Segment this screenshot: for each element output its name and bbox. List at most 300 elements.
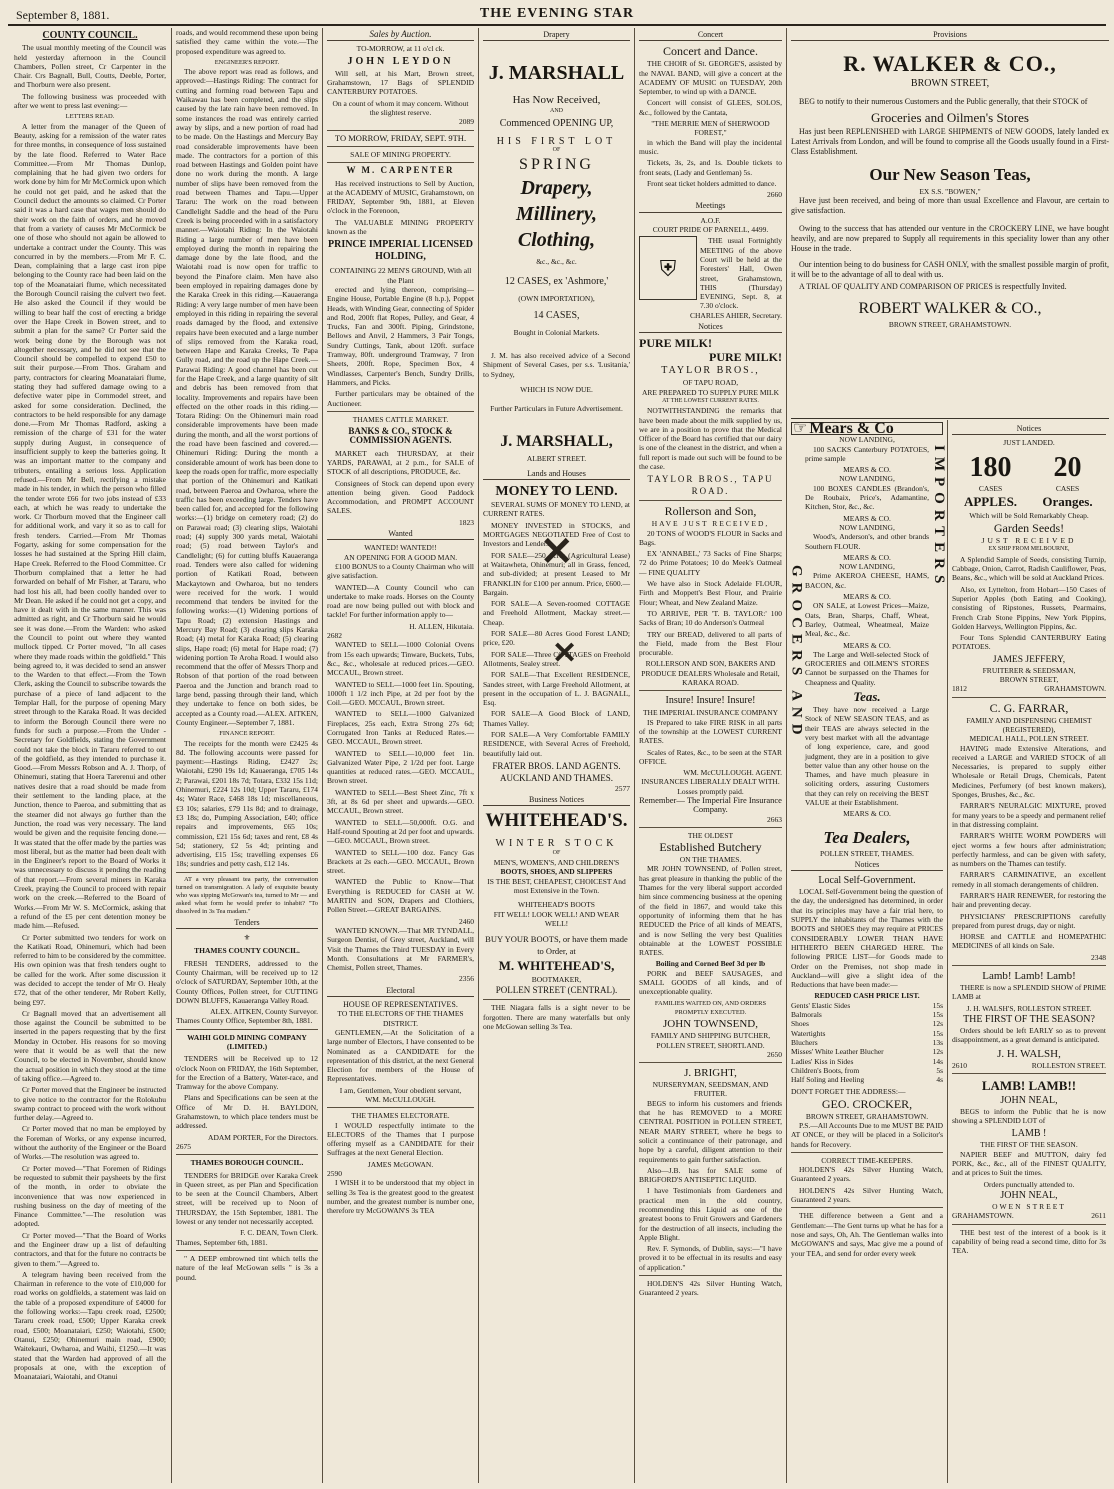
classified-ad: WANTED to SELL—100 doz. Fancy Gas Brackets at 2s each.—GEO. MCCAUL, Brown street.	[327, 847, 474, 876]
ad-line: 14 CASES,	[533, 309, 580, 321]
classified-ad: WANTED the Public to Know—That Everything is REDUCED for CASH at W. MARTIN and SON, Drapers and Clothiers, Pollen Street.—GREAT BARGAINS.	[327, 877, 474, 915]
classified-ad: FOR SALE—Three COTTAGES on Freehold Allotments, Sealey street.	[483, 649, 630, 668]
ad-line: &c., &c., &c.	[536, 257, 577, 267]
price-item: Bluchers	[791, 1037, 818, 1047]
ad-body: FRESH TENDERS, addressed to the County Chairman, will be received up to 12 o'clock of SATURDAY, September 10th, at the County Offices, Pollen street, for CUTTING DOWN BLUFFS, Kauaeranga Valley Road.	[176, 958, 318, 1005]
price-value: 15s	[932, 1028, 943, 1038]
ad-body: 20 TONS of WOOD'S FLOUR in Sacks and Bags.	[639, 528, 782, 547]
ad-heading: Oranges.	[1042, 493, 1093, 509]
classified-ad: HOLDEN'S 42s Silver Hunting Watch, Guaranteed 2 years.	[639, 1279, 782, 1298]
section-label: Notices	[639, 322, 782, 333]
advertiser-name: J. MARSHALL	[488, 62, 625, 85]
classified-ad: FOR SALE—A Very Comfortable FAMILY RESIDENCE, with Several Acres of Freehold, beautifully laid out.	[483, 729, 630, 758]
ad-date: Thames County Office, September 8th, 1881.	[176, 1016, 313, 1026]
ad-body: Four Tons Splendid CANTERBURY Eating POTATOES.	[952, 633, 1106, 652]
small-note: AT a very pleasant tea party, the conversation turned on transmigration. A lady of exquisite beauty who was sipping McGowan's tea, turned to Mr — and asked what form he would prefer to inhabit? "To dissolved in 3s Tea madam."	[176, 875, 318, 915]
ad-line: NOW LANDING,	[839, 562, 895, 572]
ad-body: Will sell, at his Mart, Brown street, Grahamstown, 17 Bags of SPLENDID CANTERBURY POTATOES.	[327, 68, 474, 97]
advertiser-name: JOHN TOWNSEND,	[663, 1018, 758, 1031]
ad-heading: REDUCED CASH PRICE LIST.	[814, 991, 920, 1001]
ad-body: HAVING made Extensive Alterations, and received a LARGE and VARIED STOCK of all Necessaries, is prepared to supply either Wholesale or Retail Drugs, Chemicals, Patent Medicines, Perfumery (of best known makers), Sponges, Brushes, &c., &c.	[952, 743, 1106, 800]
ad-body: MONEY INVESTED in STOCKS, and MORTGAGES NEGOTIATED Free of Cost to Investors and Lenders.	[483, 520, 630, 549]
price-item: Ladies' Kiss in Sides	[791, 1056, 854, 1066]
ad-heading: Garden Seeds!	[993, 521, 1065, 536]
ad-line: EX SHIP FROM MELBOURNE,	[988, 546, 1070, 553]
ad-heading: WAIHI GOLD MINING COMPANY (LIMITED.)	[187, 1032, 307, 1051]
ad-line: FIT WELL! LOOK WELL! AND WEAR WELL!	[493, 909, 620, 928]
ad-body: HORSE and CATTLE and HOMEPATHIC MEDICINES of all kinds on Sale.	[952, 932, 1106, 951]
ad-line: MEN'S, WOMEN'S, AND CHILDREN'S	[493, 858, 620, 868]
ad-signature: MEARS & CO.	[843, 809, 891, 819]
ad-line: NOW LANDING,	[839, 522, 895, 532]
price-row	[791, 1075, 943, 1084]
ad-body: TO ARRIVE, PER 'T. B. TAYLOR:' 100 Sacks of Bran; 10 do Anderson's Oatmeal	[639, 608, 782, 628]
price-row	[791, 1029, 943, 1038]
advertiser-name: GEO. CROCKER,	[821, 1096, 913, 1111]
ad-body: Consignees of Stock can depend upon every attention being given. Good Paddock Accommodation, and PROMPT ACCOUNT SALES.	[327, 478, 474, 516]
ad-body: Rev. F. Symonds, of Dublin, says:—"I have proved it to be effectual in its results and easy of application."	[639, 1244, 782, 1272]
ad-signature: JAMES McGOWAN.	[367, 1159, 434, 1169]
ad-heading: Teas.	[853, 689, 881, 705]
ad-number: 2611	[1091, 1211, 1106, 1221]
ad-signature: H. ALLEN, Hikutaia.	[409, 621, 474, 631]
ad-body: in which the Band will play the incidental music.	[639, 137, 782, 156]
crest-icon: ⚜	[243, 933, 251, 943]
ad-number: 2675	[176, 1141, 191, 1151]
column-county-council	[14, 28, 166, 1483]
section-label: Concert	[639, 30, 782, 41]
price-item: Watertights	[791, 1028, 826, 1038]
price-list	[791, 1001, 943, 1085]
meeting-notice	[639, 236, 782, 310]
column-drapery-business	[483, 28, 630, 1483]
ad-line: DON'T FORGET THE ADDRESS:—	[791, 1087, 906, 1097]
article-paragraph: A telegram having been received from the Chairman in reference to the vote of £10,000 for road works on goldfields, a statement was laid on the table of a proposed expenditure of £4000 for the following works:—Tapu creek road, £2500; Tararu creek road, £500; Upper Karaka creek road, £500; Moanataiari, £250; Waiotahi, £500; Otanui, £250; Ohinemuri main road, £900; Waitekauri, Owharoa, and Waihi, £1250.—It was stated that the Warden had approved of all the proposals at one, with the exception of Moanataiari, Waiotahi, and Otanui	[14, 1269, 166, 1382]
ad-body: NOTWITHSTANDING the remarks that have been made about the milk supplied by us, we are in a position to prove that the Medical Officer of the Board has certified that our dairy is one of the cleanest in the district, and when a full report is made out such will be found to be the case.	[639, 406, 782, 471]
section-label: Wanted	[327, 529, 474, 540]
price-item: Half Soling and Heeling	[791, 1075, 865, 1085]
ad-number: 2577	[615, 783, 630, 793]
price-value: 5s	[936, 1065, 943, 1075]
ad-body: GENTLEMEN,—At the Solicitation of a large number of Electors, I have consented to be Nominated as a CANDIDATE for the representation of this district, at the next General Election for members of the House of Representatives.	[327, 1027, 474, 1084]
ad-signature: ROLLERSON AND SON, BAKERS AND PRODUCE DEALERS Wholesale and Retail, KARAKA ROAD.	[641, 659, 780, 688]
ad-number: 2660	[767, 190, 782, 200]
vertical-title-left: GROCERS AND	[788, 565, 805, 741]
ad-body: FARRAR'S CARMINATIVE, an excellent remedy in all stomach derangements of children.	[952, 870, 1106, 889]
ad-heading: MONEY TO LEND.	[495, 484, 618, 500]
small-note: THE Niagara falls is a sight never to be forgotten. There are many waterfalls but only one McGowan selling 3s Tea.	[483, 1003, 630, 1032]
ad-line: (OWN IMPORTATION),	[518, 294, 595, 304]
ad-line: NOW LANDING,	[839, 474, 895, 484]
column-seeds-chemist	[952, 422, 1106, 1483]
ad-line: COURT PRIDE OF PARNELL, 4499.	[652, 225, 769, 235]
article-paragraph: The following business was proceeded with after we went to press last evening:—	[14, 91, 166, 111]
article-paragraph: Cr Porter moved—"That Foremen of Ridings be requested to submit their paysheets by the first of the month, in order to obviate the inconvenience that was now experienced in rushing business on the day of meeting of the Finance Committee."—The resolution was adopted.	[14, 1163, 166, 1229]
classified-ad: FOR SALE—80 Acres Good Forest LAND; price, £20.	[483, 629, 630, 648]
article-paragraph: Cr Porter moved that no man be employed by the Foreman of Works, or any expense incurred, without the authority of the Engineer or the Board of Works.—The resolution was agreed to.	[14, 1124, 166, 1162]
ad-line: Orders punctually attended to.	[983, 1179, 1075, 1189]
ad-signature: CHARLES AHIER, Secretary.	[690, 310, 782, 320]
ad-body: PORK and BEEF SAUSAGES, and SMALL GOODS of all kinds, and of unexceptionable quality.	[639, 968, 782, 997]
ad-line: HAVE JUST RECEIVED,	[651, 519, 770, 529]
ad-body: A TRIAL OF QUALITY AND COMPARISON OF PRICES is respectfully Invited.	[799, 281, 1067, 291]
ad-body: EX 'ANNABEL,' 73 Sacks of Fine Sharps; 72 do Prime Potatoes; 10 do Meek's Oatmeal — FINE QUALITY	[639, 549, 782, 577]
ad-line: BROWN STREET,	[910, 78, 990, 90]
subheading: FINANCE REPORT.	[219, 730, 275, 738]
article-paragraph: The usual monthly meeting of the Council was held yesterday afternoon in the Council Chambers, Pollen street, Cr Carpenter in the Chair. Crs Bagnall, Bull, Coutts, Deeble, Porter, and Thorburn were also present.	[14, 43, 166, 90]
ad-line: 12 CASES, ex 'Ashmore,'	[504, 276, 609, 288]
price-row	[791, 1010, 943, 1019]
ad-line: BROWN STREET,	[999, 675, 1059, 685]
ad-body: THERE is now a SPLENDID SHOW of PRIME LAMB at	[952, 983, 1106, 1002]
classified-ad: WANTED KNOWN.—That MR TYNDALL, Surgeon Dentist, of Grey street, Auckland, will Visit the Thames the Third TUESDAY in Every Month. Consultations at Mr FARMER's, Chemist, Pollen street, Thames.	[327, 925, 474, 973]
column-rule	[634, 28, 635, 1483]
ad-heading: BANKS & CO., STOCK & COMMISSION AGENTS.	[348, 426, 453, 446]
ad-body: THE CHOIR of St. GEORGE'S, assisted by the NAVAL BAND, will give a concert at the ACADEMY OF MUSIC on TUESDAY, 20th September, to wind up with a DANCE.	[639, 59, 782, 97]
ad-body: Scales of Rates, &c., to be seen at the STAR OFFICE.	[639, 747, 782, 766]
ad-line: SPRING	[519, 156, 594, 174]
article-paragraph: roads, and would recommend these upon being satisfied they came within the vote.—The proposed expenditure was agreed to.	[176, 28, 318, 56]
ad-line: THE IMPERIAL INSURANCE COMPANY	[642, 708, 779, 718]
ad-line: IS THE BEST, CHEAPEST, CHOICEST And most Extensive in the Town.	[487, 876, 626, 895]
ad-body: Our intention being to do business for CASH ONLY, with the smallest possible margin of profit, it will be to the advantage of all to deal with us.	[791, 259, 1109, 279]
ad-number: 2650	[767, 1049, 782, 1059]
ad-line: Further Particulars in Future Advertisement.	[490, 404, 623, 414]
advertiser-name: J. BRIGHT,	[684, 1067, 737, 1080]
subheading: ENGINEER'S REPORT.	[214, 58, 280, 66]
auctioneer-name: JOHN LEYDON	[347, 55, 454, 67]
ad-signature: F. C. DEAN, Town Clerk.	[240, 1228, 318, 1238]
mears-banner	[791, 422, 943, 435]
ad-body: Tickets, 3s, 2s, and 1s. Double tickets to front seats, (Lady and Gentleman) 5s.	[639, 158, 782, 177]
ad-body: A Splendid Sample of Seeds, consisting Turnip, Cabbage, Onion, Carrot, Radish Cauliflower, Peas, Beans, &c., which will be sold at Auckland Prices.	[952, 554, 1106, 583]
subheading: LETTERS READ.	[65, 113, 115, 121]
ad-line: TO-MORROW, at 11 o'cl ck.	[356, 44, 445, 54]
ad-body: Further particulars may be obtained of the Auctioneer.	[327, 389, 474, 408]
ad-body: FARRAR'S NEURALGIC MIXTURE, proved for many years to be a speedy and permanent relief in that distressing complaint.	[952, 801, 1106, 829]
classified-ad: WANTED to SELL—1000 Colonial Ovens from 15s each upwards; Tinware, Buckets, Tubs, &c., &c., wholesale at reduced prices.—GEO. MCCAUL, Brown street.	[327, 640, 474, 678]
section-divider	[791, 418, 1109, 419]
advertiser-name: ROBERT WALKER & CO.,	[858, 299, 1042, 317]
ad-line: AT THE LOWEST CURRENT RATES.	[662, 397, 759, 404]
classified-ad: FOR SALE—That Excellent RESIDENCE, Sandes street, with Large Freehold Allotment, at present in the occupation of L. J. BAGNALL, Esq.	[483, 670, 630, 708]
price-value: 15s	[932, 1000, 943, 1010]
ad-number: 2610	[952, 1060, 967, 1070]
handwritten-cross-mark: ✕	[552, 637, 578, 670]
price-row	[791, 1038, 943, 1047]
small-note: " A DEEP embrowned tint which tells the nature of the leaf McGowan sells " is 3s a pound.	[176, 1253, 318, 1282]
ad-line: WANTED! WANTED!!	[364, 543, 437, 553]
ad-body: MR JOHN TOWNSEND, of Pollen street, has great pleasure in thanking the public of the Thames for the very liberal support accorded him since commencing business at the opening of the field in 1867, and would take this opportunity of informing them that he has REDUCED the Price of all kinds of MEATS, and is now Selling the very best Qualities obtainable at the LOWEST POSSIBLE RATES.	[639, 864, 782, 958]
ad-line: JUST RECEIVED	[981, 536, 1077, 546]
price-item: Children's Boots, from	[791, 1065, 860, 1075]
ad-heading: Groceries and Oilmen's Stores	[871, 109, 1029, 125]
ad-heading: HOUSE OF REPRESENTATIVES.	[343, 1000, 458, 1010]
ad-signature: I am, Gentlemen, Your obedient servant,	[339, 1085, 462, 1095]
ad-body: Also—J.B. has for SALE some of BRIGFORD'S ANTISEPTIC LIQUID.	[639, 1165, 782, 1185]
ad-body: 100 SACKS Canterbury POTATOES, prime sample	[805, 444, 929, 463]
column-auctions-wanted	[327, 28, 474, 1483]
advertiser-name: JOHN NEAL,	[1000, 1094, 1058, 1106]
price-item: Shoes	[791, 1019, 809, 1029]
ad-body: P.S.—All Accounts Due to me MUST BE PAID AT ONCE, or they will be placed in a Solicitor's hands for Recovery.	[791, 1121, 943, 1149]
ad-heading: Lamb! Lamb! Lamb!	[982, 970, 1076, 983]
ad-line: A.O.F.	[700, 215, 721, 225]
ad-body: SEVERAL SUMS OF MONEY TO LEND, at CURRENT RATES.	[483, 500, 630, 519]
ad-signature: MEARS & CO.	[843, 465, 891, 475]
quantity: 20	[1053, 451, 1082, 483]
ad-body: TENDERS will be Received up to 12 o'clock Noon on FRIDAY, the 16th September, for the Erection of a Battery, Water-race, and Tramway for the above Company.	[176, 1054, 318, 1092]
price-row	[791, 1057, 943, 1066]
ad-line: WHICH IS NOW DUE.	[520, 384, 593, 394]
section-label: Provisions	[791, 30, 1109, 41]
ad-body: J. M. has also received advice of a Second Shipment of Several Cases, per s.s. 'Lusitania,' to Sydney,	[483, 351, 630, 379]
advertiser-name: J. MARSHALL,	[500, 432, 613, 450]
ad-line: OF	[552, 146, 561, 153]
section-label: Lands and Houses	[483, 469, 630, 480]
advertiser-name: JOHN NEAL,	[1000, 1189, 1058, 1201]
walker-advertisement	[791, 28, 1109, 418]
ad-number: 2663	[767, 814, 782, 824]
ad-heading: THAMES COUNTY COUNCIL.	[194, 946, 300, 956]
ad-heading: Insure! Insure! Insure!	[665, 695, 756, 707]
ad-line: FAMILIES WAITED ON, AND ORDERS PROMPTLY EXECUTED.	[654, 999, 767, 1016]
ad-heading: Concert and Dance.	[663, 44, 758, 59]
ad-body: They have now received a Large Stock of NEW SEASON TEAS, and as their TEAS are always selected in the very best market with all the advantage of long experience, care, and good judgment, they are in a position to give better value than any other house on the Thames, and have much pleasure in soliciting orders, assuring Customers that they can rely on receiving the BEST VALUE at their Establishment.	[805, 705, 929, 807]
ad-heading: THE FIRST OF THE SEASON?	[963, 1013, 1095, 1025]
ad-number: 1812	[952, 684, 967, 694]
ad-body: WANTED—A County Council who can undertake to make roads. Horses on the County road are now being pulled out with block and tackle! For further information apply to—	[327, 582, 474, 620]
column-reports-tenders	[176, 28, 318, 1483]
ad-line: ALBERT STREET.	[526, 453, 587, 463]
ad-heading: Rollerson and Son,	[664, 504, 757, 519]
ad-signature: MEARS & CO.	[843, 552, 891, 562]
article-paragraph: Cr Porter moved that the Engineer be instructed to give notice to the contractor for the Rolokuhu swamp contract to proceed with the work without further delay.—Agreed to.	[14, 1085, 166, 1123]
ad-line: JUST LANDED.	[1003, 438, 1055, 448]
price-row	[791, 1066, 943, 1075]
ad-body: The Large and Well-selected Stock of GROCERIES and OILMEN'S STORES Cannot be surpassed on the Thames for Cheapness and Quality.	[805, 649, 929, 687]
ad-line: EX S.S. "BOWEN,"	[919, 186, 981, 196]
ad-heading: THAMES BOROUGH COUNCIL.	[190, 1158, 304, 1168]
ad-body: BEGS to inform the Public that he is now showing a SPLENDID LOT of	[952, 1106, 1106, 1126]
foresters-emblem-icon: ⛨	[639, 236, 697, 300]
ad-line: ON THE THAMES.	[679, 855, 742, 865]
column-rule	[478, 28, 479, 1483]
ad-heading: PURE MILK!	[709, 350, 782, 365]
article-paragraph: A letter from the manager of the Queen of Beauty, asking for a remission of the water rates for three months, in consequence of loss sustained by the late flood. Referred to Water Race Committee.—From Mr Thomas Dunlop, complaining that he had given two orders for work done by him for Mr McCormick upon which he could not get paid, and he asked that the Council deduct the amounts so claimed. Cr Porter said it was a hard case that wages men should do their work on the faith of orders, and he moved that from a variety of causes Mr McCormick be one of those who should not again be allowed to undertake a contract under the County. This was concurred in by the members.—From Mr F. C. Dean, complaining that a large cast iron pipe belonging to the County race had been laid on the top of the Moanataiari flume, which necessitated the Borough Council raising the culvert two feet. He also asked the Council if they would be willing to bear half the cost of erecting a bridge over the Hape Creek in Bowen street, and to submit a plan for the same? Cr Porter said the work being done by the Borough was not altogether necessary, and he did not see that the Council should be compelled to expend £50 to suit their purpose.—From Thos. Graham and party, contractors for clearing Moanataiari flume, stating they had suffered damage owing to a defective water pipe in Cornmodel street, and asked for some consideration. Declined, the contractors to be held responsible for any damage done.—From Mr Thomas Radford, asking a remission of the charge of £31 for the water supply during August, in consequence of insufficient supply to keep the batteries going. It was an important matter to the company and tributers, entailing a serious loss. Application refused.—From Mr Bell, rectifying a mistake made in his tender, in which the person who filled the tender wrote £66 for two jobs instead of £33 each, at which he was ready to undertake the work. Cr Thorburn moved that the Engineer call for additional work, and vary it so as to call for fresh tenders. Carried.—From Mr Thomas Fogarty, asking for some compensation for the losses he had sustained at the Spring Hill claim, Hape Creek. Referred to the Flood Committee. Cr Thorburn complained that a letter he had forwarded on behalf of Mr Fisher, at Tararu, who had lost his all, had been coolly handed over to Mr Dean. He asked if he could not get a copy, and have it dealt with in the same manner. This was admitted as right, and Cr Thorburn said he would see it was done.—From the Warden: who asked the Council to point out where they wanted mullock tipped. Cr Porter moved, "In all cases where they made roads within the goldfield." This being agreed to, it was decided to send an answer to the Warden to that effect.—From the Town Clerk, asking the Council to subscribe towards the purchase of a piece of land adjacent to the Templar Hall, for the purpose of opening Mary street through to the Karaka Road. It was decided to inform the Borough Council there were no funds for such a purpose.—From the Under - Secretary for Goldfields, stating the Government could not take the block in Tararu referred to out of the goldfield, as they intended to purchase it. Good.—From Messrs Robson and A. J. Thorp, of Ohinemuri, stating that Hoera Tarerenui and other natives desire that a road should be made from their settlement to the landing place, at the Junction, thence to Paeroa, and submitting that as the steamer did not always go further than the Junction, the road was very necessary. The land would be given and the requisite fencing done.—It was stated that the offer made by the parties was most liberal, but as the matter had been dealt with in the Engineer's report to the Board of Works it was unnecessary to discuss it pending the reading of that report.—From several miners in Karaka Creek, praying the Council to proceed with repair work on the creek.—Referred to the Board of Works.—From Mr W. S. McCormick, asking that a refund of the £5 per cent detention money be made him.—Refused.	[14, 121, 166, 931]
price-row	[791, 1001, 943, 1010]
ad-body: erected and lying thereon, comprising— Engine House, Portable Engine (8 h.p.), Poppet Heads, with Winding Gear, connecting of Spider and Rod, 200ft flat Ropes, Pulley, and Gear, 4 Trucks, Fan and 300ft. Piping, Grindstone, Bellows and Anvil, 2 Hammers, 3 Pair Tongs, Sundry Cuttings, Tank, about 120ft. surface Tramway, 80ft. underground Tramway, 7 Iron Sheets, 200ft. Rope, Specimen Box, 4 Windlasses, Carpenter's Bench, Sundry Drills, Hammers, and Picks.	[327, 284, 474, 387]
ad-number: 2460	[459, 916, 474, 926]
ad-line: THE OLDEST	[687, 830, 734, 840]
ad-body: BEGS to inform his customers and friends that he has REMOVED to a MORE CENTRAL POSITION in POLLEN STREET, NEAR MARY STREET, where he begs to solicit a continuance of their patronage, and hope by a careful, diligent attention to their requirements to gain further satisfaction.	[639, 1098, 782, 1164]
handwritten-cross-mark: ✕	[540, 529, 574, 574]
ad-line: HIS FIRST LOT	[496, 135, 617, 147]
masthead	[8, 6, 1106, 26]
ad-body: 100 BOXES CANDLES (Brandon's, De Roubaix, Price's, Adamantine, Kitchen, Stor, &c., &c.	[805, 483, 929, 512]
section-label: Drapery	[483, 30, 630, 41]
ad-line: TO THE ELECTORS OF THE THAMES DISTRICT.	[337, 1009, 464, 1028]
price-item: Misses' White Leather Blucher	[791, 1047, 884, 1057]
small-note: I WISH it to be understood that my object in selling 3s Tea is the greatest good to the greatest number, and the greatest number is number one, therefore try McGOWAN'S 3s TEA	[327, 1178, 474, 1216]
ad-body: Orders should be left EARLY so as to prevent disappointment, as a great demand is anticipated.	[952, 1025, 1106, 1045]
ad-line: Bought in Colonial Markets.	[513, 327, 600, 337]
ad-line: MEDICAL HALL, POLLEN STREET.	[969, 734, 1089, 744]
section-label: Meetings	[639, 201, 782, 212]
section-label: Electoral	[327, 986, 474, 997]
ad-line: FRUITERER & SEEDSMAN,	[982, 665, 1076, 675]
quantity: 180	[969, 451, 1012, 483]
advertiser-name: TAYLOR BROS.,	[661, 365, 760, 377]
classified-ad: WANTED to SELL—50,000ft. O.G. and Half-round Spouting at 2d per foot and upwards.—GEO. MCCAUL, Brown street.	[327, 817, 474, 846]
ad-heading: PURE MILK!	[639, 336, 712, 351]
ad-signature: MEARS & CO.	[843, 513, 891, 523]
ad-line: POLLEN STREET, THAMES.	[820, 848, 914, 858]
ad-heading: Established Butchery	[659, 840, 762, 855]
ad-date: Thames, September 6th, 1881.	[176, 1237, 268, 1247]
column-concert-notices	[639, 28, 782, 1483]
column-rule	[786, 28, 787, 1483]
ad-number: 2590	[327, 1169, 342, 1179]
ad-line: J. H. WALSH'S, ROLLESTON STREET.	[966, 1003, 1092, 1013]
ad-line: Commenced OPENING UP,	[499, 117, 614, 129]
issue-date: September 8, 1881.	[16, 8, 110, 22]
ad-line: BROWN STREET, GRAHAMSTOWN.	[805, 1111, 929, 1121]
ad-number: 2356	[459, 974, 474, 984]
ad-line: BOOTMAKER,	[531, 975, 582, 985]
ad-line: ARE PREPARED TO SUPPLY PURE MILK	[642, 387, 779, 397]
ad-number: 2348	[1091, 952, 1106, 962]
article-paragraph: Cr Porter submitted two tenders for work on the Katikati Road, Ohinemuri, which had been referred to him to be considered by the committee. His own opinion was that fresh tenders ought to be called for the work. After some discussion it was decided to accept the tender of Mr O. Healy £72, that of the other tenderer, Mr Robert Kelly, being £97.	[14, 932, 166, 1007]
classified-ad: WANTED to SELL—10,000 feet 1in. Galvanized Water Pipe, 2 1/2d per foot. Large quantities at reduced rates.—GEO. MCCAUL, Brown street.	[327, 748, 474, 786]
ad-body: Owing to the success that has attended our venture in the CROCKERY LINE, we have bought heavily, and are now prepared to Supply all requirements in this speciality lower than any other House in the trade.	[791, 223, 1109, 253]
ad-body: PHYSICIANS' PRESCRIPTIONS carefully prepared from purest drugs, day or night.	[952, 911, 1106, 930]
ad-line: Which will be Sold Remarkably Cheap.	[969, 510, 1089, 520]
ad-line: Clothing,	[517, 229, 596, 252]
article-paragraph: Cr Bagnall moved that an advertisement all those against the Council be submitted to be inserted in the papers requesting that by the first Monday in October. His reasons for so moving were that it would be as well that the new Council, to be elected in November, should know the actual position in which they stood at the time of taking office.—Agreed to.	[14, 1008, 166, 1083]
ad-heading: LAMB! LAMB!!	[981, 1077, 1077, 1093]
ad-line: OF	[552, 849, 561, 856]
price-value: 15s	[932, 1010, 943, 1020]
classified-ad: WANTED to SELL—Best Sheet Zinc, 7ft x 3ft, at 8s 6d per sheet and upwards.—GEO. MCCAUL, Brown street.	[327, 787, 474, 816]
price-value: 12s	[932, 1047, 943, 1057]
ad-body: Prime AKEROA CHEESE, HAMS, BACON, &c.	[805, 571, 929, 590]
mears-stack	[788, 435, 947, 819]
ad-line: INSURANCES LIBERALLY DEALT WITH. Losses promptly paid.	[641, 777, 780, 796]
article-paragraph: Cr Porter moved—"That the Board of Works and the Engineer draw up a list of defaulting contractors, and that for the future no contracts be given to them."—Agreed to.	[14, 1230, 166, 1268]
ad-number: 2089	[459, 117, 474, 127]
ad-signature: ADAM PORTER, For the Directors.	[208, 1132, 318, 1142]
advertiser-name: J. H. WALSH,	[997, 1047, 1061, 1060]
price-row	[791, 1019, 943, 1028]
advertiser-name: M. WHITEHEAD'S,	[498, 958, 615, 974]
ad-line: BUY YOUR BOOTS, or have them made to Order, at	[485, 934, 628, 957]
advertiser-name: R. WALKER & CO.,	[843, 51, 1057, 77]
ad-line: OF TAPU ROAD,	[682, 378, 739, 388]
advertiser-name: WHITEHEAD'S.	[485, 810, 628, 832]
ad-line: Has Now Received,	[512, 94, 601, 107]
ad-signature: MEARS & CO.	[843, 640, 891, 650]
ad-body: TRY our BREAD, delivered to all parts of the Field, made from the Best Flour procurable.	[639, 629, 782, 658]
ad-signature: WM. McCULLOUGH. AGENT.	[683, 768, 782, 778]
ad-body: Concert will consist of GLEES, SOLOS, &c., followed by the Cantata,	[639, 98, 782, 117]
ad-body: Wood's, Anderson's, and other brands Southern FLOUR.	[805, 532, 929, 551]
section-label: Notices	[952, 424, 1106, 435]
ad-heading: Our New Season Teas,	[869, 164, 1031, 184]
ad-line: OWEN STREET	[992, 1201, 1066, 1211]
ad-heading: THE THAMES ELECTORATE.	[351, 1111, 450, 1121]
advertiser-name: JAMES JEFFERY,	[992, 654, 1066, 665]
ad-line: NOW LANDING,	[839, 435, 895, 445]
pointing-hand-icon: ☞	[793, 420, 808, 437]
price-value: 4s	[936, 1075, 943, 1085]
ad-signature: FRATER BROS. LAND AGENTS. AUCKLAND AND THAMES.	[492, 760, 621, 783]
ad-line: AN OPENING FOR A GOOD MAN.	[343, 552, 458, 562]
section-label: Business Notices	[483, 795, 630, 806]
advertiser-name: C. G. FARRAR,	[989, 700, 1069, 715]
ad-signature: WM. McCULLOUGH.	[365, 1094, 436, 1104]
ad-line: Millinery,	[516, 203, 597, 226]
ad-body: MARKET each THURSDAY, at their YARDS, PARAWAI, at 2 p.m., for SALE of STOCK of all descriptions, PRODUCE, &c.	[327, 448, 474, 477]
ad-signature: ALEX. AITKEN, County Surveyor.	[210, 1007, 318, 1017]
classified-ad: HOLDEN'S 42s Silver Hunting Watch, Guaranteed 2 years.	[791, 1165, 943, 1184]
classified-ad: WANTED to SELL—1000 Galvanized Fireplaces, 25s each, Extra Strong 27s 6d; Corrugated Iron Tanks at Reduced Rates.—GEO. MCCAUL, Brown street.	[327, 709, 474, 747]
article-paragraph: The above report was read as follows, and approved:—Hastings Riding: The contract for cutting and forming road between Tapu and Waikawau has been completed, and the slips caused by the late rain have been removed. In some instances the road was entirely carried away by slips, and a new portion of road had to be made. On the Hastings and Mercury Bay road considerable improvements have been made. The contractors for a portion of this road between Hastings and Golden point have done no work during the month. A large number of slips have been removed from the road between Thames and Tapu.—Upper Tararu: The work on the road between Candlelight Saddle and the head of the Puru Creek is being proceeded with in a satisfactory manner.—Waiotahi Riding: In the Waiotahi Riding a large number of men have been employed during the month in repairing the damage done by the late flood, and the Waiotahi road is now open for traffic to beyond the Pinafore claim. Men have also been employed in repairing damages done by the Karaka Creek in this riding.—Kauaeranga Riding: A very large number of men have been employed in this riding in repairing the several roads damaged by the flood, and extensive repairs have been executed and a large number of slips removed from the Karaka road, between Hape and Karaka Creeks, Te Papa Gully road, and the road up the Hape Creek.—Parawai Riding: A good channel has been cut for the Hape Creek, and a large quantity of silt and debris has been removed from that locality. Improvements and repairs have been effected on the other roads in this riding.—Totara Riding: On the Ohinemuri main road considerable improvements have been made during the month, and all the worst portions of the road have been fascined and covered.—Ohinemuri Riding: During the month a considerable amount of work has been done to keep the roads open for traffic, more especially that portion of the Ohinemuri and Katikati road, between Paeroa and Owharoa, where the traffic has been exceeding large. Tenders have been called for, and accepted for the following works:—(1) bridge on cemetery road; (2) do on Parawai road; (3) clearing slips, Waiotahi road; (4) supply 300 yards metal, Waiotahi road; (5) road between Taylor's and Candlelight; (6) for cutting bluffs Kauaeranga road. Tenders were also called for widening portion of Katikati Road, between Mackaytown and Owharoa, but no tenders were received for the work. I would recommend that tenders be invited for the following works:—(1) Widening portions of Tapu Road; (2) extension Hastings and Mercury Bay Road; (3) clearing slips Karaka Road; (4) metal for Karaka Road; (5) clearing slips, Hape road; (6) metal for Hape road; (7) widening portion Te Aroha Road. I would also recommend that the offer of Messrs Thorp and Robson of that portion of the road between Paeroa and the Junction and branch road to large bend, passing through their land, which they undertake to fence on both sides, be accepted as a County road.—ALEX. AITKEN, County Engineer.—September 7, 1881.	[176, 67, 318, 727]
mears-logo: Mears & Co	[809, 420, 894, 437]
ad-line: FAMILY AND DISPENSING CHEMIST (REGISTERED),	[966, 715, 1092, 734]
price-item: Balmorals	[791, 1010, 822, 1020]
ad-body: We have also in Stock Adelaide FLOUR, Firth and Moppett's Best Flour, and Prairie Flour; Wheat, and New Zealand Maize.	[639, 579, 782, 607]
advertiser-name: TAYLOR BROS., TAPU ROAD.	[647, 474, 774, 497]
ad-body: The VALUABLE MINING PROPERTY known as the	[327, 217, 474, 237]
ad-heading: Tea Dealers,	[823, 827, 911, 847]
classified-ad: FOR SALE—250 Acres (Agricultural Lease) at Waitawheta, Ohinemuri; all in Grass, fenced, and sub-divided; at present Leased to Mr FRANKLIN for £100 per annum. Price, £600.—Bargain.	[483, 550, 630, 597]
small-note: THE best test of the interest of a book is it capability of being read a second time, ditto for 3s TEA.	[952, 1227, 1106, 1256]
price-value: 13s	[932, 1037, 943, 1047]
section-label: Notices	[791, 860, 943, 871]
ad-line: WHITEHEAD'S BOOTS	[518, 900, 595, 910]
ad-heading: LAMB !	[1011, 1128, 1047, 1140]
ad-line: BROWN STREET, GRAHAMSTOWN.	[888, 319, 1012, 329]
ad-heading: PRINCE IMPERIAL LICENSED HOLDING,	[327, 239, 474, 263]
ad-body: IS Prepared to take FIRE RISK in all parts of the township at the LOWEST CURRENT RATES.	[639, 717, 782, 746]
classified-ad: HOLDEN'S 42s Silver Hunting Watch, Guaranteed 2 years.	[791, 1185, 943, 1205]
ad-line: THAMES CATTLE MARKET.	[352, 414, 449, 424]
ad-line: Boiling and Corned Beef 3d per lb	[655, 959, 766, 969]
ad-line: SALE OF MINING PROPERTY.	[350, 149, 451, 159]
ad-line: "THE MERRIE MEN of SHERWOOD FOREST,"	[651, 119, 770, 138]
ad-number: 1823	[459, 517, 474, 527]
ad-line: POLLEN STREET (CENTRAL).	[495, 985, 618, 996]
ad-body: NAPIER BEEF and MUTTON, dairy fed PORK, &c., &c., all of the FINEST QUALITY, and at prices to Suit the times.	[952, 1149, 1106, 1178]
ad-signature: MEARS & CO.	[843, 592, 891, 602]
ad-line: CASES	[978, 483, 1003, 493]
column-mears	[788, 420, 947, 1483]
ad-body: Have just been received, and being of more than usual Excellence and Flavour, are certain to give satisfaction.	[791, 195, 1109, 215]
column-rule	[322, 28, 323, 1483]
section-label: Sales by Auction.	[327, 30, 474, 41]
ad-line: CONTAINING 22 MEN'S GROUND, With all the Plant	[329, 266, 472, 285]
ad-body: Also, ex Lyttelton, from Hobart—150 Cases of Superior Apples (both Eating and Cooking), consisting of Ripstones, Russets, Pearmains, French Crab Stone Pippins, New York Pippins, Golden Harveys, Wellington Pippins, &c.	[952, 584, 1106, 631]
ad-body: TENDERS for BRIDGE over Karaka Creek in Queen street, as per Plan and Specification to be seen at the Council Chambers, Albert street, will be received up to Noon of THURSDAY, the 15th September, 1881. The lowest or any tender not necessarily accepted.	[176, 1170, 318, 1227]
classified-ad: FOR SALE—A Good Block of LAND, Thames Valley.	[483, 709, 630, 728]
price-row	[791, 1047, 943, 1056]
classified-ad: WANTED to SELL—1000 feet 1in. Spouting, 1000ft 1 1/2 inch Pipe, at 2d per foot by the Coil.—GEO. MCCAUL, Brown street.	[327, 679, 474, 708]
vertical-title-right: IMPORTERS	[931, 445, 947, 590]
price-value: 14s	[932, 1056, 943, 1066]
ad-line: On a count of whom it may concern. Without the slightest reserve.	[332, 98, 469, 118]
ad-body: FARRAR'S HAIR RENEWER, for restoring the hair and preventing decay.	[952, 890, 1106, 910]
